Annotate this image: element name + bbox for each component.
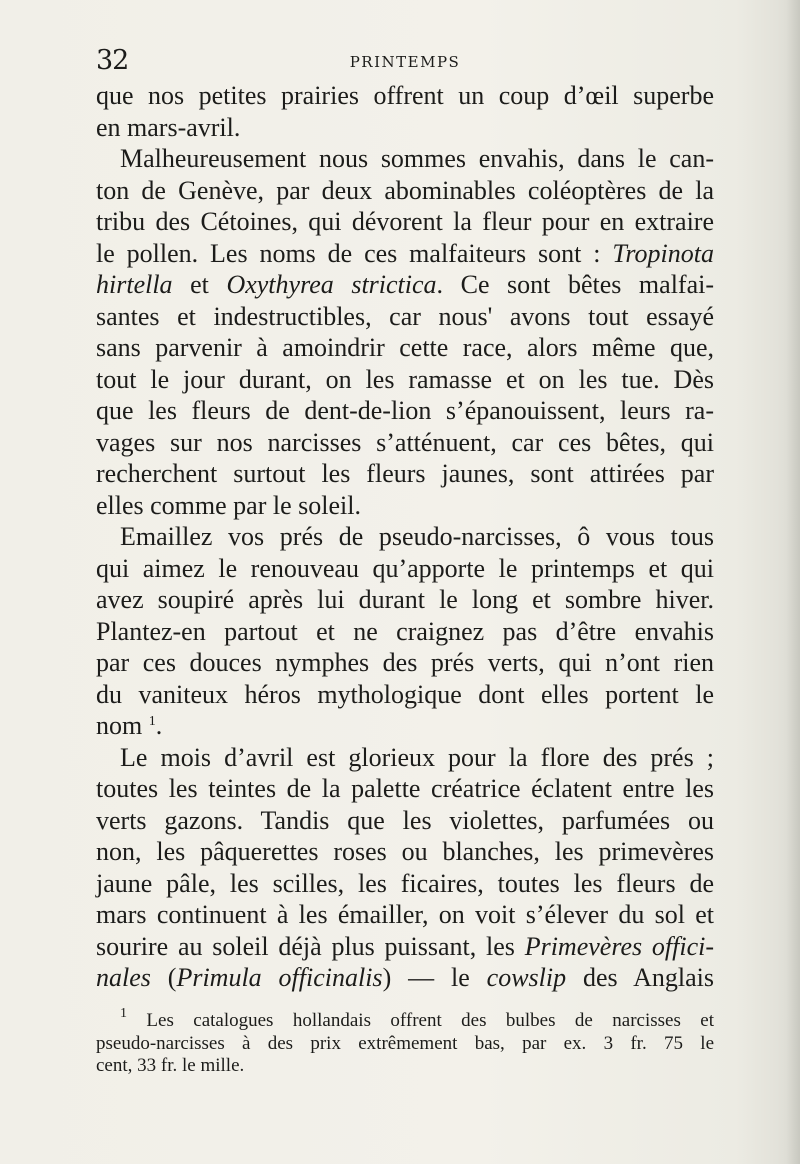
text-run: verts gazons. Tandis que les violettes, parfumées ou [96, 805, 714, 835]
text-run: recherchent surtout les fleurs jaunes, sont attirées par [96, 459, 714, 488]
text-run: mars continuent à les émailler, on voit s’élever du sol et [96, 900, 714, 929]
text-line [96, 80, 714, 112]
text-run: pseudo-narcisses à des prix extrêmement bas, par ex. 3 fr. 75 le [96, 1032, 714, 1054]
text-run: par ces douces nymphes des prés verts, qui n’ont rien [96, 648, 714, 677]
text-line [96, 836, 714, 868]
text-run: . [155, 711, 163, 740]
text-line [96, 553, 714, 585]
footnotes [96, 1006, 714, 1078]
italic-text: cowslip [486, 963, 567, 992]
text-run: sans parvenir à amoindrir cette race, alors même que, [96, 333, 714, 362]
text-line [96, 805, 714, 837]
text-run: nom [96, 711, 149, 740]
text-line [96, 679, 714, 711]
text-run: du vaniteux héros mythologique dont elles portent le [96, 679, 714, 709]
page-header [96, 45, 714, 76]
text-line [96, 899, 714, 931]
text-run: jaune pâle, les scilles, les ficaires, toutes les fleurs de [96, 868, 714, 898]
italic-text: Tropinota [612, 238, 714, 268]
text-line [96, 490, 714, 522]
italic-text: hirtella [96, 270, 173, 299]
text-line [96, 427, 714, 459]
text-run: ( [150, 963, 177, 992]
text-line [96, 742, 714, 774]
text-run: ton de Genève, par deux abominables coléoptères de la [96, 175, 714, 205]
page-edge-shadow [786, 0, 800, 1164]
text-line [96, 112, 714, 144]
text-line [96, 1033, 714, 1056]
footnote-marker: 1 [148, 714, 156, 729]
text-run: des Anglais [566, 963, 714, 992]
footnote-marker: 1 [120, 1006, 127, 1021]
text-line [96, 1006, 714, 1033]
text-run: avez soupiré après lui durant le long et sombre hiver. [96, 585, 714, 614]
text-line [96, 269, 714, 301]
text-run: non, les pâquerettes roses ou blanches, les primevères [96, 837, 714, 866]
text-line [96, 238, 714, 270]
running-head: PRINTEMPS [349, 53, 461, 71]
text-line [96, 364, 714, 396]
italic-text: Primevères offici- [524, 931, 714, 961]
text-line [96, 962, 714, 994]
text-line [96, 458, 714, 490]
text-line [96, 521, 714, 553]
text-run: Malheureusement nous sommes envahis, dans le can- [120, 144, 714, 173]
text-line [96, 584, 714, 616]
text-run: toutes les teintes de la palette créatrice éclatent entre les [96, 774, 714, 803]
text-run: Emaillez vos prés de pseudo-narcisses, ô vous tous [120, 522, 714, 551]
text-run: le pollen. Les noms de ces malfaiteurs sont : [96, 238, 613, 268]
text-run: et [172, 270, 227, 299]
text-line [96, 143, 714, 175]
text-run: que les fleurs de dent-de-lion s’épanouissent, leurs ra- [96, 396, 714, 425]
text-run: Les catalogues hollandais offrent des bulbes de narcisses et [127, 1010, 714, 1031]
italic-text: Primula officinalis [176, 963, 383, 992]
text-line [96, 206, 714, 238]
text-run: vages sur nos narcisses s’atténuent, car ces bêtes, qui [96, 427, 714, 457]
text-run: tribu des Cétoines, qui dévorent la fleur pour en extraire [96, 207, 714, 236]
text-run: Le mois d’avril est glorieux pour la flore des prés ; [120, 742, 714, 772]
text-line [96, 395, 714, 427]
text-run: ) — le [382, 963, 487, 992]
text-run: sourire au soleil déjà plus puissant, les [96, 931, 525, 961]
text-line [96, 616, 714, 648]
text-run: tout le jour durant, on les ramasse et on les tue. Dès [96, 364, 714, 394]
text-line [96, 868, 714, 900]
text-run: Plantez-en partout et ne craignez pas d’être envahis [96, 616, 714, 646]
text-run: . Ce sont bêtes malfai- [436, 270, 715, 299]
italic-text: nales [96, 963, 151, 992]
text-run: cent, 33 fr. le mille. [96, 1055, 245, 1076]
page-number: 32 [96, 45, 129, 76]
text-line [96, 332, 714, 364]
body-text [96, 80, 714, 994]
text-line [96, 647, 714, 679]
text-line [96, 710, 714, 742]
text-line [96, 931, 714, 963]
text-line [96, 175, 714, 207]
text-line [96, 773, 714, 805]
text-run: en mars-avril. [96, 112, 241, 142]
text-line [96, 1055, 714, 1078]
italic-text: Oxythyrea strictica [226, 270, 437, 299]
text-run: elles comme par le soleil. [96, 490, 361, 520]
text-run: que nos petites prairies offrent un coup d’œil superbe [96, 81, 714, 110]
text-run: qui aimez le renouveau qu’apporte le printemps et qui [96, 553, 714, 583]
text-run: santes et indestructibles, car nous' avons tout essayé [96, 301, 714, 331]
text-line [96, 301, 714, 333]
